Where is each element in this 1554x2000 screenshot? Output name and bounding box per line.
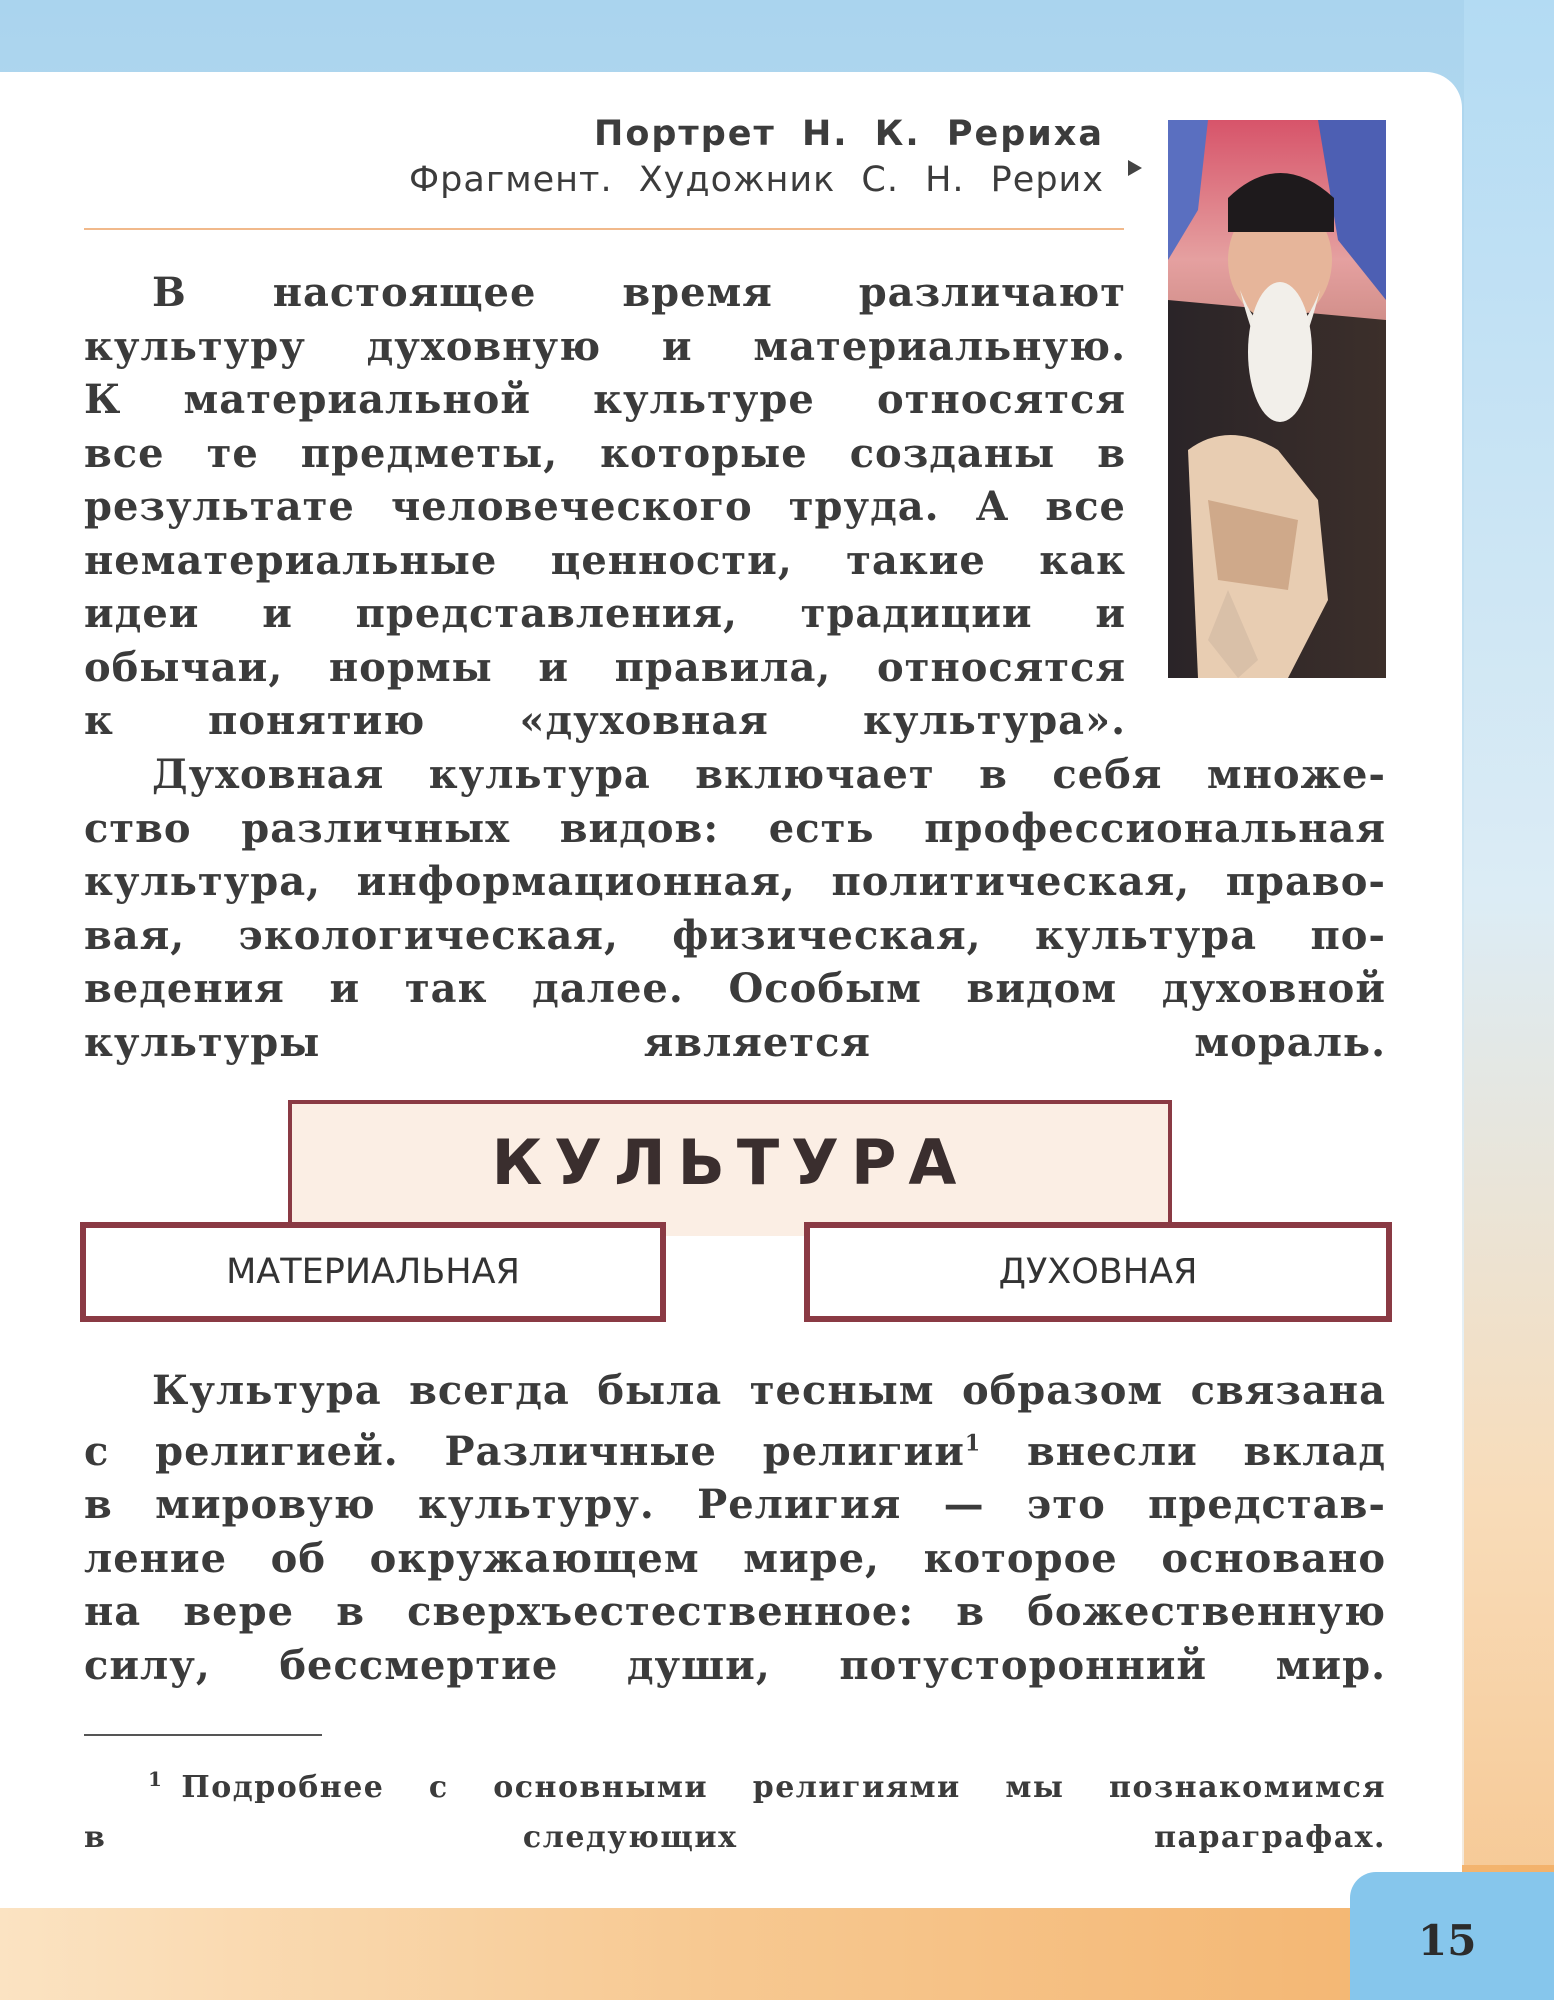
p1-line: все те предметы, которые созданы в: [84, 429, 1126, 477]
portrait-caption-subtitle: Фрагмент. Художник С. Н. Рерих: [409, 160, 1104, 200]
footnote-ref: 1: [964, 1430, 982, 1457]
diagram-label-spiritual: ДУХОВНАЯ: [998, 1252, 1198, 1292]
p1-line: идеи и представления, традиции и: [84, 590, 1126, 637]
p3-line: в мировую культуру. Религия — это представ-: [84, 1481, 1386, 1529]
p2-line: ведения и так далее. Особым видом духовной: [84, 965, 1386, 1012]
footnote-mark: 1: [148, 1767, 164, 1791]
diagram-title: КУЛЬТУРА: [491, 1126, 969, 1199]
diagram-box-material: [80, 1222, 666, 1322]
p2-line: культура, информационная, политическая, право-: [84, 858, 1386, 905]
caption-arrow-icon: [1128, 160, 1142, 176]
p3-line: с религией. Различные религии$^1$ внесли вклад: [84, 1427, 1386, 1475]
caption-divider: [84, 228, 1124, 230]
footnote: [84, 1754, 1386, 1863]
paragraph-1: [84, 266, 1126, 748]
p2-line: ство различных видов: есть профессиональная: [84, 804, 1386, 852]
p1-line: нематериальные ценности, такие как: [84, 536, 1126, 584]
page-number: 15: [1418, 1916, 1477, 1965]
diagram-connector: [666, 1222, 804, 1236]
p2-line: вая, экологическая, физическая, культура по-: [84, 911, 1386, 959]
p1-line: В настоящее время различают: [152, 269, 1126, 316]
diagram-root-box: [288, 1100, 1172, 1226]
right-color-band: [1464, 0, 1554, 2000]
p1-line: культуру духовную и материальную.: [84, 322, 1126, 370]
p1-line: результате человеческого труда. А все: [84, 483, 1126, 530]
diagram-box-spiritual: [804, 1222, 1392, 1322]
paragraph-2: [84, 748, 1386, 1069]
p3-line: ление об окружающем мире, которое основано: [84, 1534, 1386, 1582]
footnote-divider: [84, 1734, 322, 1736]
religion-term: религией.: [155, 1427, 399, 1475]
p2-line: культуры является мораль.: [84, 1018, 1386, 1066]
p3-line: Культура всегда была тесным образом связана: [152, 1367, 1386, 1414]
portrait-painting: [1168, 120, 1386, 678]
p3-line: на вере в сверхъестественное: в божественную: [84, 1588, 1386, 1636]
paragraph-3: [84, 1364, 1386, 1692]
p2-line: Духовная культура включает в себя множе-: [152, 751, 1386, 798]
p1-line: к понятию «духовная культура».: [84, 697, 1126, 744]
portrait-caption-title: Портрет Н. К. Рериха: [594, 114, 1104, 154]
footnote-line: $^1$ Подробнее с основными религиями мы познакомимся: [148, 1767, 1386, 1805]
footnote-line: в следующих параграфах.: [84, 1820, 1386, 1855]
p3-line: силу, бессмертие души, потусторонний мир.: [84, 1641, 1386, 1689]
p1-line: обычаи, нормы и правила, относятся: [84, 643, 1126, 691]
diagram-label-material: МАТЕРИАЛЬНАЯ: [226, 1252, 520, 1292]
p1-line: К материальной культуре относятся: [84, 376, 1126, 423]
